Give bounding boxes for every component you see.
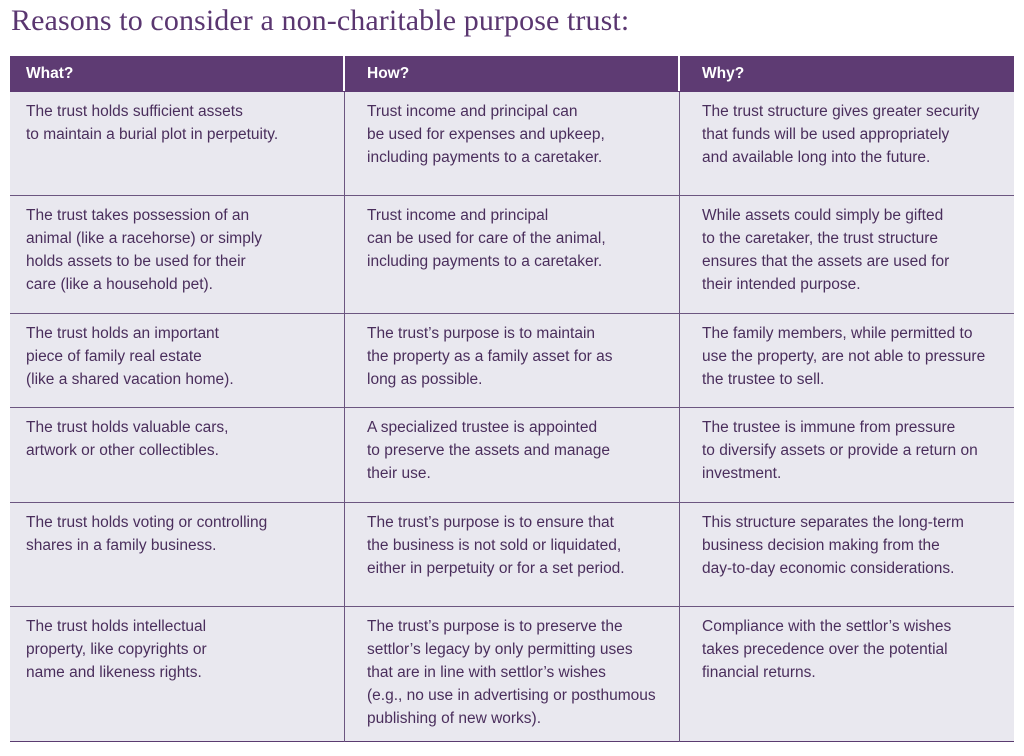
column-header-what: What? xyxy=(10,56,345,91)
table-row xyxy=(10,607,1014,742)
column-header-how: How? xyxy=(345,56,680,91)
cell-what: The trust holds intellectual property, like copyrights or name and likeness rights. xyxy=(10,607,345,742)
reasons-table xyxy=(10,56,1014,742)
cell-how: A specialized trustee is appointed to preserve the assets and manage their use. xyxy=(345,408,680,502)
cell-how: The trust’s purpose is to preserve the settlor’s legacy by only permitting uses that are in line with settlor’s wishes (e.g., no use in advertising or posthumous publishing of new works). xyxy=(345,607,680,742)
cell-how: Trust income and principal can be used for care of the animal, including payments to a caretaker. xyxy=(345,196,680,313)
cell-what: The trust holds an important piece of family real estate (like a shared vacation home). xyxy=(10,314,345,407)
table-row xyxy=(10,408,1014,503)
table-row xyxy=(10,196,1014,314)
cell-why: This structure separates the long-term business decision making from the day-to-day economic considerations. xyxy=(702,514,964,577)
table-row xyxy=(10,92,1014,196)
cell-why: Compliance with the settlor’s wishes takes precedence over the potential financial returns. xyxy=(702,618,952,681)
table-header xyxy=(10,56,1014,92)
column-header-why: Why? xyxy=(702,65,745,82)
page-title: Reasons to consider a non-charitable purpose trust: xyxy=(11,4,630,37)
cell-how: The trust’s purpose is to maintain the property as a family asset for as long as possible. xyxy=(345,314,680,407)
cell-what: The trust holds valuable cars, artwork or other collectibles. xyxy=(10,408,345,502)
table-row xyxy=(10,314,1014,408)
cell-why: While assets could simply be gifted to the caretaker, the trust structure ensures that the assets are used for their intended purpose. xyxy=(702,207,950,293)
cell-why: The family members, while permitted to use the property, are not able to pressure the trustee to sell. xyxy=(702,325,986,388)
cell-what: The trust takes possession of an animal (like a racehorse) or simply holds assets to be used for their care (like a household pet). xyxy=(10,196,345,313)
cell-what: The trust holds voting or controlling shares in a family business. xyxy=(10,503,345,606)
cell-what: The trust holds sufficient assets to maintain a burial plot in perpetuity. xyxy=(10,92,345,195)
table-row xyxy=(10,503,1014,607)
cell-why: The trustee is immune from pressure to diversify assets or provide a return on investment. xyxy=(702,419,978,482)
cell-how: Trust income and principal can be used for expenses and upkeep, including payments to a caretaker. xyxy=(345,92,680,195)
cell-how: The trust’s purpose is to ensure that the business is not sold or liquidated, either in perpetuity or for a set period. xyxy=(345,503,680,606)
cell-why: The trust structure gives greater security that funds will be used appropriately and available long into the future. xyxy=(702,103,980,166)
